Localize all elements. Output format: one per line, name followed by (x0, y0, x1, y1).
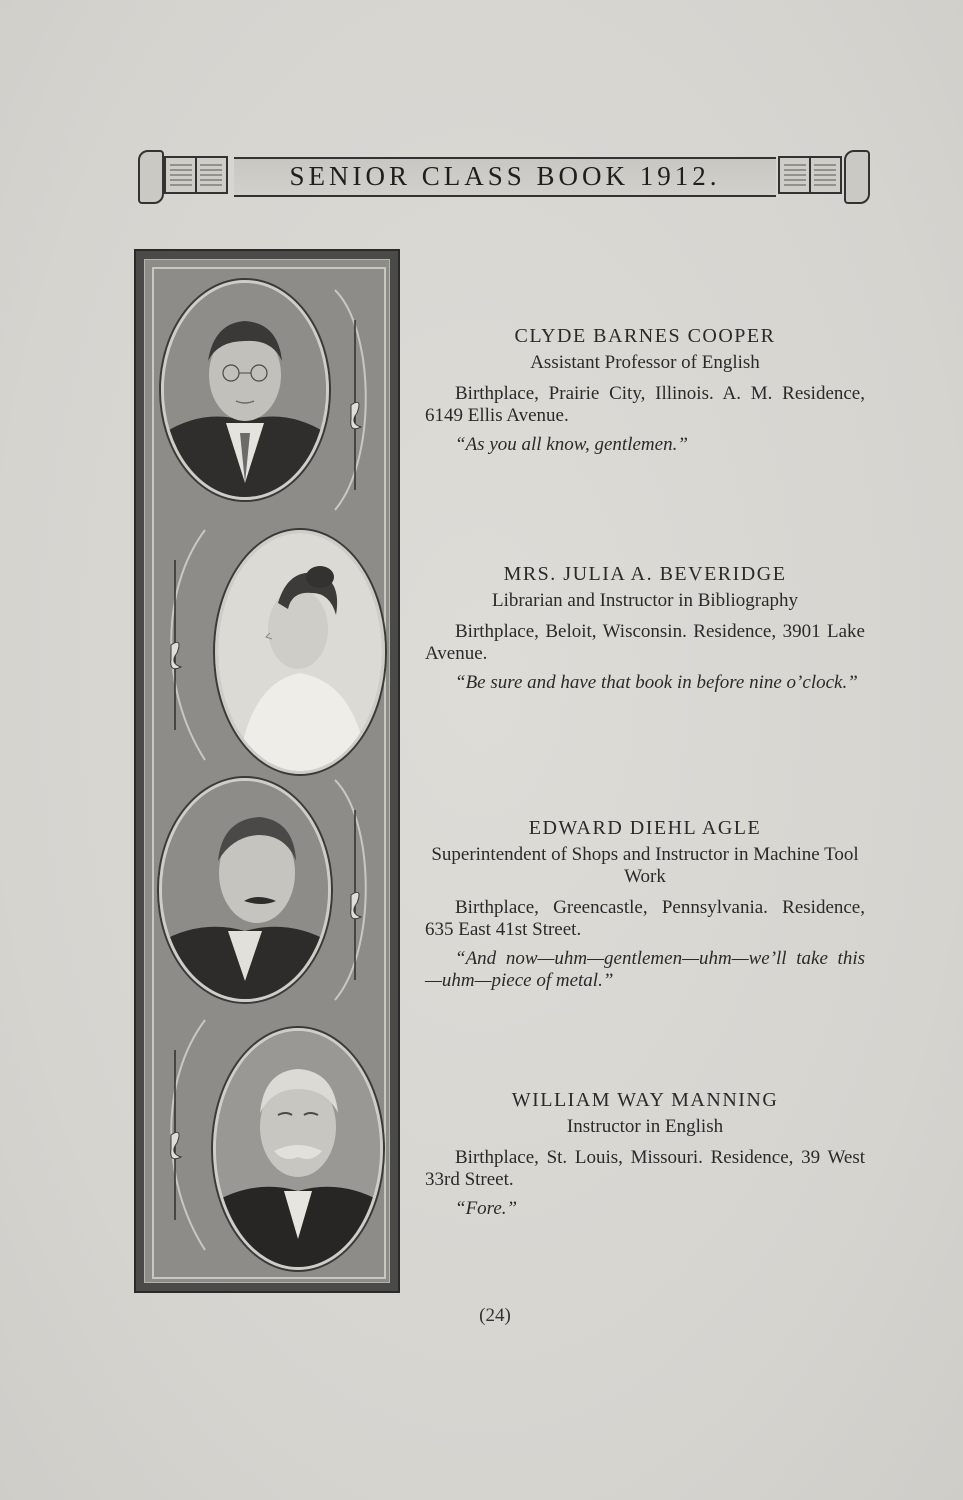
entry-quote: “Fore.” (455, 1198, 518, 1219)
entry-name: MRS. JULIA A. BEVERIDGE (503, 563, 787, 585)
faculty-entry (425, 816, 865, 992)
page-title: SENIOR CLASS BOOK 1912. (289, 161, 721, 191)
entry-bio: Birthplace, Prairie City, Illinois. A. M. Residence, 6149 Ellis Avenue. (425, 383, 865, 426)
entry-bio: Birthplace, Beloit, Wisconsin. Residence, 3901 Lake Avenue. (425, 621, 865, 664)
entry-title: Assistant Professor of English (530, 352, 760, 373)
scroll-end-right (844, 150, 870, 204)
open-book-icon (164, 154, 228, 196)
entry-title: Instructor in English (566, 1116, 724, 1137)
faculty-entry (425, 1088, 865, 1220)
entry-name: CLYDE BARNES COOPER (514, 325, 776, 347)
entry-quote: “As you all know, gentlemen.” (455, 434, 688, 455)
portrait-cooper (161, 280, 329, 500)
entry-name: EDWARD DIEHL AGLE (528, 817, 762, 839)
open-book-icon (778, 154, 842, 196)
panel-frame (144, 259, 390, 1283)
faculty-entry (425, 562, 865, 694)
faculty-entry (425, 324, 865, 456)
entry-bio: Birthplace, St. Louis, Missouri. Residence, 39 West 33rd Street. (425, 1147, 865, 1190)
portrait-panel (134, 249, 400, 1293)
entry-title: Librarian and Instructor in Bibliography (491, 590, 799, 611)
portrait-beveridge (215, 530, 385, 774)
header-banner (138, 148, 868, 206)
entry-title: Superintendent of Shops and Instructor in Machine Tool Work (431, 844, 859, 887)
page-number: (24) (479, 1305, 511, 1326)
entry-quote: “And now—uhm—gentlemen—uhm—we’ll take this—uhm—piece of metal.” (425, 948, 865, 991)
portrait-agle (159, 778, 331, 1002)
portrait-manning (213, 1028, 383, 1270)
entry-bio: Birthplace, Greencastle, Pennsylvania. Residence, 635 East 41st Street. (425, 897, 865, 940)
scroll-end-left (138, 150, 164, 204)
entry-name: WILLIAM WAY MANNING (511, 1089, 779, 1111)
entry-quote: “Be sure and have that book in before nine o’clock.” (455, 672, 858, 693)
